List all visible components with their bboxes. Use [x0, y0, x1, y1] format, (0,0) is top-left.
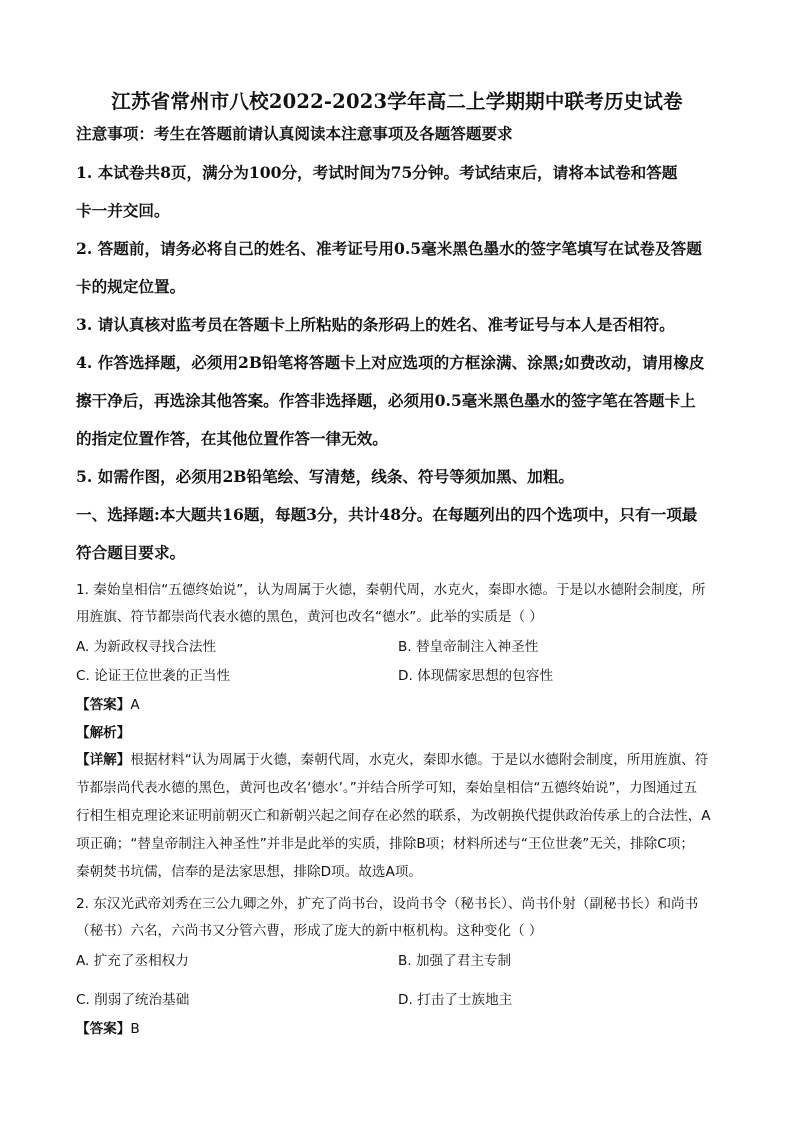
detail-text: 秦朝焚书坑儒，信奉的是法家思想，排除D项。故选A项。 [76, 864, 423, 880]
option-d: D. 体现儒家思想的包容性 [398, 668, 554, 684]
analysis-tag: 【解析】 [76, 725, 131, 741]
answer-line [76, 693, 140, 713]
question-stem: 2. 东汉光武帝刘秀在三公九卿之外，扩充了尚书台，设尚书令（秘书长）、尚书仆射（副秘书长）和尚书 [76, 896, 699, 912]
detail-line [76, 748, 708, 768]
question-stem: 1. 秦始皇相信“五德终始说”，认为周属于火德，秦朝代周，水克火，秦即水德。于是以水德附会制度，所 [76, 582, 706, 598]
notice-line: 3. 请认真核对监考员在答题卡上所粘贴的条形码上的姓名、准考证号与本人是否相符。 [76, 315, 675, 334]
notice-line: 卡一并交回。 [76, 201, 170, 220]
notice-line: 4. 作答选择题，必须用2B铅笔将答题卡上对应选项的方框涂满、涂黑;如费改动，请用橡皮 [76, 353, 705, 372]
notice-line: 擦干净后，再选涂其他答案。作答非选择题，必须用0.5毫米黑色墨水的签字笔在答题卡上 [76, 391, 696, 410]
question-stem: 用旌旗、符节都崇尚代表水德的黑色，黄河也改名“德水”。此举的实质是（ ） [76, 609, 543, 625]
notice-line: 5. 如需作图，必须用2B铅笔绘、写清楚，线条、符号等须加黑、加粗。 [76, 467, 574, 486]
option-d: D. 打击了士族地主 [398, 992, 513, 1008]
section-heading: 一、选择题:本大题共16题，每题3分，共计48分。在每题列出的四个选项中，只有一项最 [76, 505, 698, 524]
notice-line: 1. 本试卷共8页，满分为100分，考试时间为75分钟。考试结束后，请将本试卷和答题 [76, 163, 678, 182]
detail-text: 根据材料“认为周属于火德，秦朝代周，水克火，秦即水德。于是以水德附会制度，所用旌旗、符 [130, 752, 709, 768]
option-a: A. 扩充了丞相权力 [76, 953, 189, 969]
answer-value: A [130, 697, 140, 713]
answer-tag: 【答案】 [76, 697, 131, 713]
option-a: A. 为新政权寻找合法性 [76, 639, 217, 655]
notice-line: 卡的规定位置。 [76, 277, 186, 296]
answer-tag: 【答案】 [76, 1021, 131, 1037]
option-c: C. 论证王位世袭的正当性 [76, 668, 231, 684]
detail-tag: 【详解】 [76, 752, 131, 768]
page-title: 江苏省常州市八校2022-2023学年高二上学期期中联考历史试卷 [111, 90, 683, 113]
answer-line [76, 1017, 140, 1037]
analysis-line [76, 721, 130, 741]
option-b: B. 加强了君主专制 [398, 953, 512, 969]
detail-text: 节都崇尚代表水德的黑色，黄河也改名‘德水’。”并结合所学可知，秦始皇相信“五德终始说”，力图通过五 [76, 780, 698, 796]
detail-text: 行相生相克理论来证明前朝灭亡和新朝兴起之间存在必然的联系，为改朝换代提供政治传承上的合法性，A [76, 808, 711, 824]
notice-line: 2. 答题前，请务必将自己的姓名、准考证号用0.5毫米黑色墨水的签字笔填写在试卷及答题 [76, 239, 702, 258]
notice-heading: 注意事项：考生在答题前请认真阅读本注意事项及各题答题要求 [76, 124, 513, 143]
question-stem: （秘书）六名，六尚书又分管六曹，形成了庞大的新中枢机构。这种变化（ ） [76, 923, 543, 939]
answer-value: B [130, 1021, 140, 1037]
option-c: C. 削弱了统治基础 [76, 992, 190, 1008]
option-b: B. 替皇帝制注入神圣性 [398, 639, 539, 655]
section-heading: 符合题目要求。 [76, 543, 186, 562]
notice-line: 的指定位置作答，在其他位置作答一律无效。 [76, 429, 388, 448]
detail-text: 项正确；“替皇帝制注入神圣性”并非是此举的实质，排除B项；材料所述与“王位世袭”无关，排除C项； [76, 836, 694, 852]
